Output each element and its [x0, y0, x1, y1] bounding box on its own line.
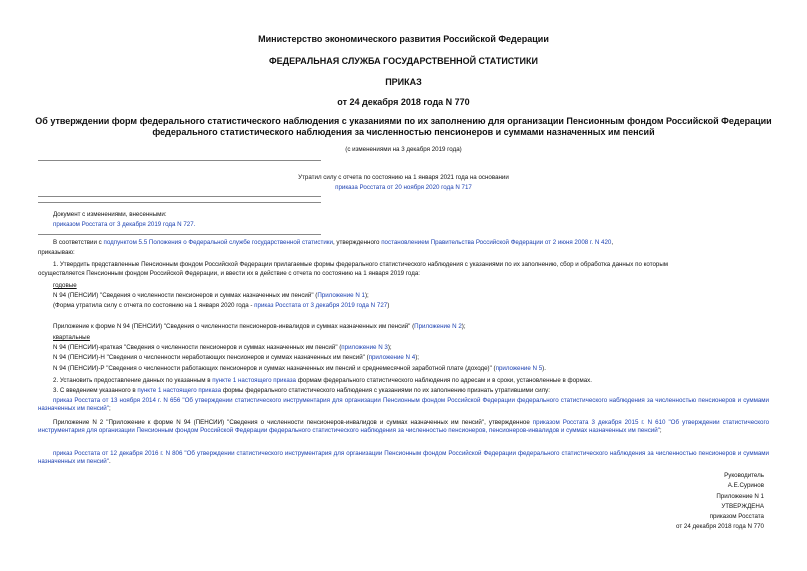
- doc-changes-link[interactable]: приказом Росстата от 3 декабря 2019 года N 727.: [53, 221, 196, 228]
- order-727-link[interactable]: приказ Росстата от 3 декабря 2019 года N 727: [254, 302, 388, 309]
- text: ;: [108, 405, 111, 412]
- appendix-3-link[interactable]: приложение N 3: [341, 344, 388, 351]
- paragraph-1-line2: осуществляется Пенсионным фондом Российской Федерации, и ввести их в действие с отчета по состоянию на 1 января 2019 года:: [38, 270, 420, 277]
- appendix-item: [53, 323, 466, 331]
- order-610-link[interactable]: приказом Росстата 3 декабря 2015 г. N 610 "Об утверждении статистического инструментария для организации Пенсионным фондом Российской Федерации федерального статистического наблюдения за численностью пенсионеров, пенсионеров-инвалидов и суммах назначенных им пенсий": [38, 419, 770, 434]
- paragraph-basis: [53, 239, 613, 247]
- approved-by: приказом Росстата: [709, 513, 764, 520]
- divider: [38, 202, 321, 203]
- repealed-appendix-610: [38, 419, 769, 435]
- appendix-4-link[interactable]: приложение N 4: [368, 354, 416, 361]
- text: );: [364, 292, 369, 299]
- text: N 94 (ПЕНСИИ)-краткая "Сведения о численности пенсионеров и суммах назначенных им пенсий" (: [53, 344, 342, 351]
- quarterly-heading: квартальные: [53, 334, 91, 341]
- order-806-link[interactable]: приказ Росстата от 12 декабря 2016 г. N 806 "Об утверждении статистического инструментария для организации Пенсионным фондом Российской Федерации федерального статистического наблюдения за численностью пенсионеров и суммами назначенных им пенсий": [38, 450, 769, 465]
- text: .: [108, 458, 111, 465]
- text: );: [387, 344, 392, 351]
- form-94-item: [53, 292, 369, 300]
- text: Приложение к форме N 94 (ПЕНСИИ) "Сведения о численности пенсионеров-инвалидов и суммах назначенных им пенсий" (: [53, 323, 415, 330]
- paragraph-1-link[interactable]: пункте 1 настоящего приказа: [212, 377, 296, 384]
- divider: [38, 234, 321, 235]
- paragraph-1-link[interactable]: пункте 1 настоящего приказа: [137, 387, 222, 394]
- text: 3. С введением указанного в: [53, 387, 138, 394]
- repealed-order-656: [38, 397, 769, 413]
- text: );: [461, 323, 466, 330]
- divider: [38, 196, 321, 197]
- text: В соответствии с: [53, 239, 104, 246]
- text: Приложение N 2 "Приложение к форме N 94 (ПЕНСИИ) "Сведения о численности пенсионеров-инвалидов и суммах назначенных им пенсий", утвержденное: [53, 419, 533, 426]
- amendments-note: (с изменениями на 3 декабря 2019 года): [345, 146, 462, 153]
- paragraph-1-line1: 1. Утвердить представленные Пенсионным фондом Российской Федерации прилагаемые формы федерального статистического наблюдения с указаниями по их заполнению, сбор и обработка данных по которым: [53, 261, 669, 268]
- order-date: от 24 декабря 2018 года N 770: [337, 97, 470, 107]
- order-656-link[interactable]: приказ Росстата от 13 ноября 2014 г. N 656 "Об утверждении статистического инструментария для организации Пенсионным фондом Российской Федерации федерального статистического наблюдения за численностью пенсионеров и суммами назначенных им пенсий": [38, 397, 769, 412]
- signature-role: Руководитель: [724, 472, 764, 479]
- ministry-heading: Министерство экономического развития Российской Федерации: [258, 34, 549, 44]
- regulation-link[interactable]: подпунктом 5.5 Положения о Федеральной службе государственной статистики: [103, 239, 333, 246]
- text: ,: [611, 239, 614, 246]
- text: 2. Установить предоставление данных по указанным в: [53, 377, 213, 384]
- approved-label: УТВЕРЖДЕНА: [721, 503, 764, 510]
- annual-heading: годовые: [53, 282, 77, 289]
- service-heading: ФЕДЕРАЛЬНАЯ СЛУЖБА ГОСУДАРСТВЕННОЙ СТАТИСТИКИ: [269, 56, 538, 66]
- doc-changes-label: Документ с изменениями, внесенными:: [53, 211, 167, 218]
- text: , утвержденного: [332, 239, 382, 246]
- text: (Форма утратила силу с отчета по состоянию на 1 января 2020 года -: [53, 302, 255, 309]
- text: формы федерального статистического наблюдения с указаниями по их заполнению признать утратившими силу:: [221, 387, 550, 394]
- repealed-order-806: [38, 450, 769, 466]
- appendix-label: Приложение N 1: [716, 493, 764, 500]
- document-title-line1: Об утверждении форм федерального статистического наблюдения с указаниями по их заполнению для организации Пенсионным фондом Российской Федерации: [35, 116, 772, 126]
- appendix-2-link[interactable]: Приложение N 2: [414, 323, 462, 330]
- paragraph-3: [53, 387, 550, 395]
- order-word: приказываю:: [38, 249, 75, 256]
- repeal-notice: Утратил силу с отчета по состоянию на 1 января 2021 года на основании: [298, 174, 509, 181]
- document-title-line2: федерального статистического наблюдения за численностью пенсионеров и суммами назначенных им пенсий: [152, 127, 655, 137]
- text: ).: [542, 365, 546, 372]
- quarterly-item-2: [53, 354, 419, 362]
- text: N 94 (ПЕНСИИ)-Р "Сведения о численности работающих пенсионеров и суммах назначенных им пенсий и среднемесячной заработной плате (доходе)" (: [53, 365, 496, 372]
- paragraph-2: [53, 377, 592, 385]
- text: ): [387, 302, 390, 309]
- quarterly-item-3: [53, 365, 546, 373]
- text: ;: [659, 427, 662, 434]
- approved-date: от 24 декабря 2018 года N 770: [676, 523, 764, 530]
- appendix-1-link[interactable]: Приложение N 1: [317, 292, 365, 299]
- appendix-5-link[interactable]: приложение N 5: [495, 365, 543, 372]
- order-heading: ПРИКАЗ: [385, 77, 422, 87]
- divider: [38, 160, 321, 161]
- text: формам федерального статистического наблюдения по адресам и в сроки, установленные в формах.: [295, 377, 592, 384]
- text: );: [415, 354, 419, 361]
- text: N 94 (ПЕНСИИ)-Н "Сведения о численности неработающих пенсионеров и суммах назначенных им пенсий" (: [53, 354, 369, 361]
- text: N 94 (ПЕНСИИ) "Сведения о численности пенсионеров и суммах назначенных им пенсий" (: [53, 292, 318, 299]
- repeal-notice-link[interactable]: приказа Росстата от 20 ноября 2020 года N 717: [335, 184, 472, 191]
- quarterly-item-1: [53, 344, 392, 352]
- signature-name: А.Е.Суринов: [727, 482, 764, 489]
- government-decree-link[interactable]: постановлением Правительства Российской Федерации от 2 июня 2008 г. N 420: [381, 239, 612, 246]
- form-94-note: [53, 302, 389, 310]
